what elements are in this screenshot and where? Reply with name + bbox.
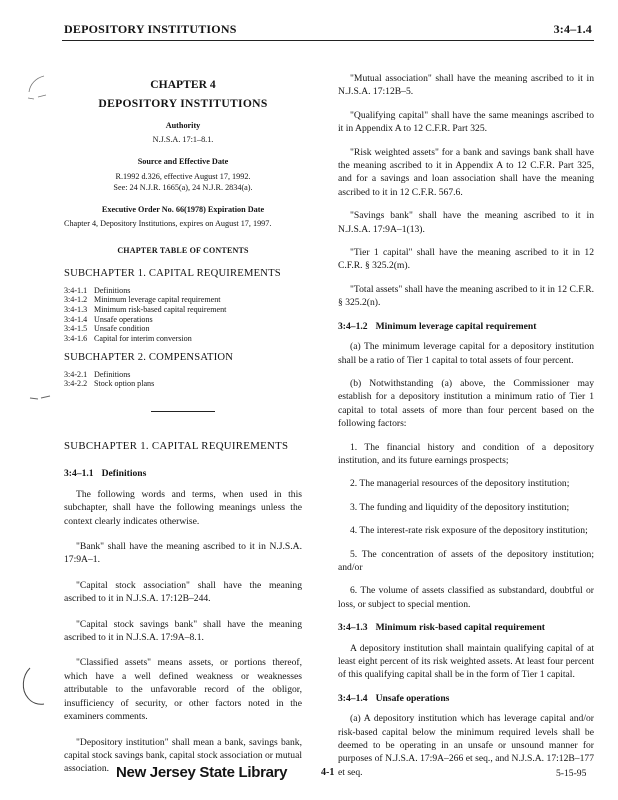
definition-capital-stock-savings-bank: "Capital stock savings bank" shall have the meaning ascribed to it in N.J.S.A. 17:9A–8.1. xyxy=(64,618,302,644)
running-header-section: 3:4–1.4 xyxy=(553,22,592,36)
header-rule xyxy=(62,40,594,41)
paragraph: (b) Notwithstanding (a) above, the Commissioner may establish for a depository institution a minimum ratio of Tier 1 capital to total assets of more than four percent based on the following factors: xyxy=(338,377,594,430)
left-column xyxy=(64,62,302,788)
right-column xyxy=(338,72,594,789)
toc-item-title: Stock option plans xyxy=(94,379,155,389)
toc-subchapter-1-list xyxy=(64,286,302,344)
toc-item-number: 3:4-2.2 xyxy=(64,379,88,389)
section-title: Minimum leverage capital requirement xyxy=(375,320,537,332)
toc-item-title: Minimum leverage capital requirement xyxy=(94,295,221,305)
toc-item[interactable] xyxy=(64,295,302,305)
section-title: Minimum risk-based capital requirement xyxy=(375,622,545,634)
section-heading-1-3 xyxy=(338,621,594,634)
chapter-title: DEPOSITORY INSTITUTIONS xyxy=(98,97,268,111)
toc-item-title: Minimum risk-based capital requirement xyxy=(94,305,227,315)
revision-date: 5-15-95 xyxy=(556,768,587,779)
toc-item[interactable] xyxy=(64,315,302,325)
paragraph: A depository institution shall maintain qualifying capital of at least eight percent of its risk weighted assets. At least four percent of this qualifying capital shall be in the form of Tier 1 capital. xyxy=(338,642,594,681)
list-item: 6. The volume of assets classified as substandard, doubtful or loss, or subject to special mention. xyxy=(338,585,594,610)
section-number: 3:4–1.3 xyxy=(338,622,368,634)
section-number: 3:4–1.4 xyxy=(338,692,368,704)
toc-item[interactable] xyxy=(64,305,302,315)
list-item: 1. The financial history and condition of a depository institution, and its future earnings prospects; xyxy=(338,441,594,466)
executive-order-block xyxy=(64,203,302,229)
page-number: 4-1 xyxy=(321,767,335,778)
scan-mark-top xyxy=(24,72,52,106)
section-heading-1-1 xyxy=(64,467,302,480)
toc-subchapter-1-heading: SUBCHAPTER 1. CAPITAL REQUIREMENTS xyxy=(64,268,281,280)
toc-subchapter-2-list xyxy=(64,370,302,389)
section-title: Definitions xyxy=(101,468,147,480)
definition-savings-bank: "Savings bank" shall have the meaning ascribed to it in N.J.S.A. 17:9A–1(13). xyxy=(338,210,594,235)
definition-capital-stock-association: "Capital stock association" shall have the meaning ascribed to it in N.J.S.A. 17:12B–244. xyxy=(64,579,302,605)
toc-item[interactable] xyxy=(64,379,302,389)
list-item: 2. The managerial resources of the depository institution; xyxy=(350,478,570,490)
list-item: 3. The funding and liquidity of the depository institution; xyxy=(350,501,570,513)
section-number: 3:4–1.1 xyxy=(64,468,94,480)
source-block xyxy=(64,155,302,192)
toc-item-title: Unsafe condition xyxy=(94,324,150,334)
toc-item[interactable] xyxy=(64,370,302,380)
definition-classified-assets: "Classified assets" means assets, or portions thereof, which have a well defined weakness or weaknesses attributable to the unfavorable record of the obligor, insufficiency of security, or other factors noted in the examiners comments. xyxy=(64,657,302,723)
definition-mutual-association: "Mutual association" shall have the meaning ascribed to it in N.J.S.A. 17:12B–5. xyxy=(338,73,594,98)
list-item: 4. The interest-rate risk exposure of the depository institution; xyxy=(350,525,588,537)
toc-item-number: 3:4-1.5 xyxy=(64,324,88,334)
toc-item[interactable] xyxy=(64,324,302,334)
toc-item-number: 3:4-1.1 xyxy=(64,285,88,295)
paragraph: (a) The minimum leverage capital for a depository institution shall be a ratio of Tier 1 capital to total assets of four percent. xyxy=(338,341,594,366)
toc-item-title: Definitions xyxy=(94,369,131,379)
toc-subchapter-2-heading: SUBCHAPTER 2. COMPENSATION xyxy=(64,352,234,364)
running-header-title: DEPOSITORY INSTITUTIONS xyxy=(64,22,237,36)
library-stamp: New Jersey State Library xyxy=(116,764,288,781)
section-title: Unsafe operations xyxy=(375,692,450,704)
executive-order-text: Chapter 4, Depository Institutions, expires on August 17, 1997. xyxy=(64,219,272,229)
definition-qualifying-capital: "Qualifying capital" shall have the same meanings ascribed to it in Appendix A to 12 C.F.R. Part 325. xyxy=(338,109,594,135)
toc-item-number: 3:4-1.2 xyxy=(64,295,88,305)
paragraph: The following words and terms, when used in this subchapter, shall have the following meanings unless the context clearly indicates otherwise. xyxy=(64,488,302,527)
subchapter-1-title: SUBCHAPTER 1. CAPITAL REQUIREMENTS xyxy=(64,440,289,452)
toc-item-title: Capital for interim conversion xyxy=(94,333,192,343)
section-divider xyxy=(151,411,215,412)
definition-tier-1-capital: "Tier 1 capital" shall have the meaning ascribed to it in 12 C.F.R. § 325.2(m). xyxy=(338,247,594,272)
section-number: 3:4–1.2 xyxy=(338,320,368,332)
toc-item-title: Unsafe operations xyxy=(94,314,153,324)
chapter-number: CHAPTER 4 xyxy=(150,78,216,91)
authority-label: Authority xyxy=(165,120,201,130)
page-footer xyxy=(0,764,618,788)
toc-item-number: 3:4-1.3 xyxy=(64,305,88,315)
definition-total-assets: "Total assets" shall have the meaning ascribed to it in 12 C.F.R. § 325.2(n). xyxy=(338,283,594,309)
toc-item-number: 3:4-1.6 xyxy=(64,333,88,343)
toc-item[interactable] xyxy=(64,286,302,296)
source-label: Source and Effective Date xyxy=(137,157,229,167)
authority-text: N.J.S.A. 17:1–8.1. xyxy=(152,135,214,145)
toc-item[interactable] xyxy=(64,334,302,344)
scan-mark-mid xyxy=(28,392,54,404)
source-text-1: R.1992 d.326, effective August 17, 1992. xyxy=(115,171,251,181)
section-heading-1-4 xyxy=(338,692,594,705)
definition-depository-institution: "Depository institution" shall mean a bank, savings bank, capital stock savings bank, capital stock association or mutual association. xyxy=(64,736,302,775)
paragraph: (a) A depository institution which has leverage capital and/or risk-based capital below the minimum required levels shall be deemed to be operating in an unsafe or unsound manner for purposes of N.J.S.A. 17:9A–266 et seq., and N.J.S.A. 17:12B–177 et seq. xyxy=(338,713,594,778)
authority-block xyxy=(64,119,302,145)
executive-order-label: Executive Order No. 66(1978) Expiration Date xyxy=(101,204,265,214)
definition-bank: "Bank" shall have the meaning ascribed to it in N.J.S.A. 17:9A–1. xyxy=(64,541,302,566)
toc-item-number: 3:4-2.1 xyxy=(64,369,88,379)
toc-label: CHAPTER TABLE OF CONTENTS xyxy=(117,246,249,256)
toc-item-number: 3:4-1.4 xyxy=(64,314,88,324)
section-heading-1-2 xyxy=(338,320,594,333)
running-header xyxy=(64,20,592,37)
toc-item-title: Definitions xyxy=(94,285,131,295)
scan-mark-bottom xyxy=(18,664,50,712)
list-item: 5. The concentration of assets of the depository institution; and/or xyxy=(338,548,594,573)
definition-risk-weighted-assets: "Risk weighted assets" for a bank and savings bank shall have the meaning ascribed to it in Appendix A to 12 C.F.R. Part 325, and for a savings and loan association shall have the meaning ascribed to it in 12 C.F.R. 567.6. xyxy=(338,146,594,198)
source-text-2: See: 24 N.J.R. 1665(a), 24 N.J.R. 2834(a). xyxy=(113,182,253,192)
